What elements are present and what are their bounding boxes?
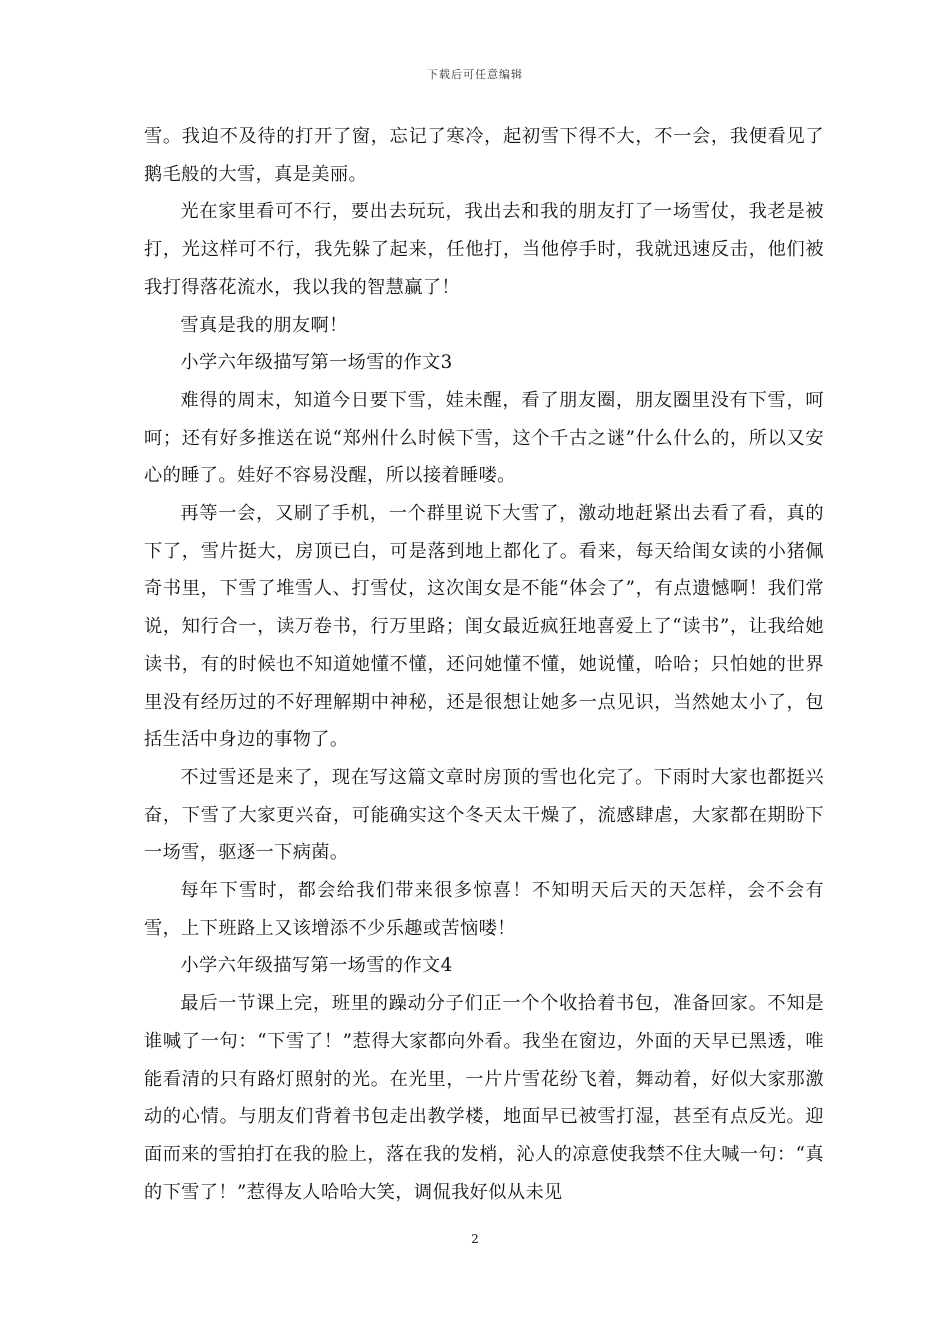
page-number: 2 — [471, 1232, 479, 1246]
paragraph-6: 再等一会，又刷了手机，一个群里说下大雪了，激动地赶紧出去看了看，真的下了，雪片挺大，房顶已白，可是落到地上都化了。看来，每天给闺女读的小猪佩奇书里，下雪了堆雪人、打雪仗，这次闺女是不能“体会了”，有点遗憾啊！我们常说，知行合一，读万卷书，行万里路；闺女最近疯狂地喜爱上了“读书”，让我给她读书，有的时候也不知道她懂不懂，还问她懂不懂，她说懂，哈哈；只怕她的世界里没有经历过的不好理解期中神秘，还是很想让她多一点见识，当然她太小了，包括生活中身边的事物了。 — [144, 503, 824, 751]
paragraph-10: 最后一节课上完，班里的躁动分子们正一个个收拾着书包，准备回家。不知是谁喊了一句：“下雪了！”惹得大家都向外看。我坐在窗边，外面的天早已黑透，唯能看清的只有路灯照射的光。在光里，一片片雪花纷飞着，舞动着，好似大家那激动的心情。与朋友们背着书包走出教学楼，地面早已被雪打湿，甚至有点反光。迎面而来的雪拍打在我的脸上，落在我的发梢，沁人的凉意使我禁不住大喊一句：“真的下雪了！”惹得友人哈哈大笑，调侃我好似从未见 — [144, 993, 824, 1203]
paragraph-7: 不过雪还是来了，现在写这篇文章时房顶的雪也化完了。下雨时大家也都挺兴奋，下雪了大家更兴奋，可能确实这个冬天太干燥了，流感肆虐，大家都在期盼下一场雪，驱逐一下病菌。 — [144, 766, 824, 864]
document-body — [144, 118, 824, 1211]
paragraph-3: 雪真是我的朋友啊！ — [180, 314, 348, 336]
essay-heading-3: 小学六年级描写第一场雪的作文3 — [180, 352, 453, 374]
page-header: 下载后可任意编辑 — [427, 68, 523, 81]
essay-heading-4: 小学六年级描写第一场雪的作文4 — [180, 955, 453, 977]
paragraph-8: 每年下雪时，都会给我们带来很多惊喜！不知明天后天的天怎样，会不会有雪，上下班路上又该增添不少乐趣或苦恼喽！ — [144, 880, 824, 939]
paragraph-2: 光在家里看可不行，要出去玩玩，我出去和我的朋友打了一场雪仗，我老是被打，光这样可不行，我先躲了起来，任他打，当他停手时，我就迅速反击，他们被我打得落花流水，我以我的智慧赢了！ — [144, 201, 824, 298]
paragraph-5: 难得的周末，知道今日要下雪，娃未醒，看了朋友圈，朋友圈里没有下雪，呵呵；还有好多推送在说“郑州什么时候下雪，这个千古之谜”什么什么的，所以又安心的睡了。娃好不容易没醒，所以接着睡喽。 — [144, 389, 824, 487]
paragraph-1: 雪。我迫不及待的打开了窗，忘记了寒冷，起初雪下得不大，不一会，我便看见了鹅毛般的大雪，真是美丽。 — [144, 126, 824, 185]
